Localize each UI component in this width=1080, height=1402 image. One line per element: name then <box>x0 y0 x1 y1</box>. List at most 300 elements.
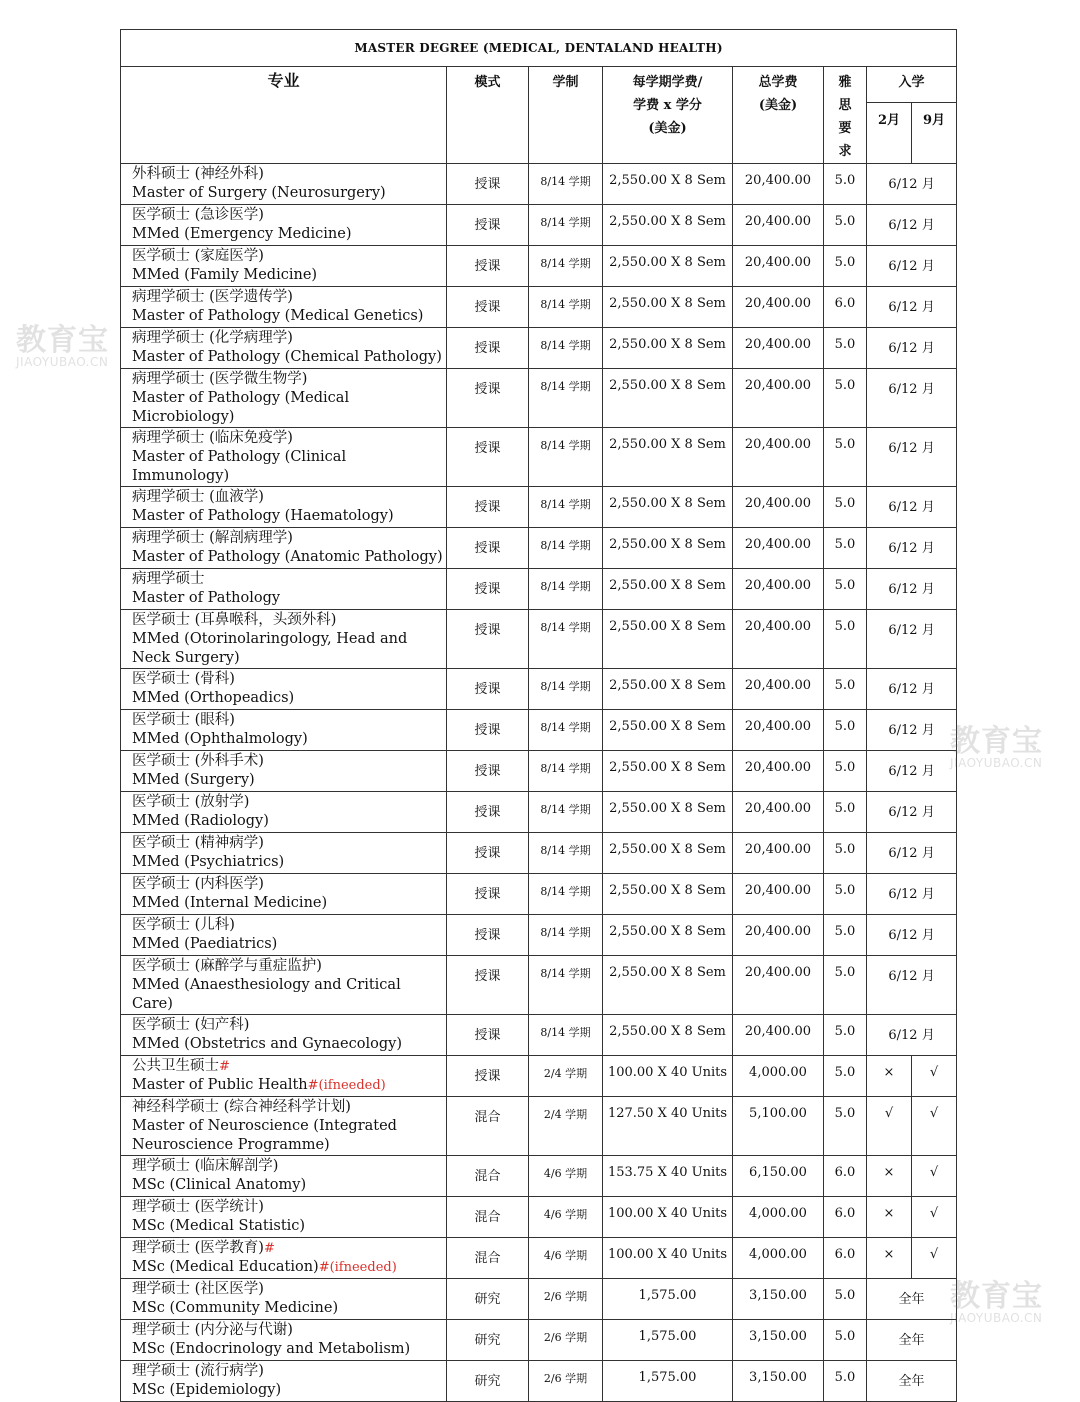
program-name <box>121 792 447 833</box>
mode-cell: 研究 <box>447 1279 529 1320</box>
feb-intake-cell: × <box>867 1238 912 1279</box>
mode-cell: 授课 <box>447 710 529 751</box>
program-name-zh: 医学硕士 (骨科) <box>132 671 235 687</box>
fee-cell: 1,575.00 <box>603 1279 733 1320</box>
mode-cell: 授课 <box>447 915 529 956</box>
program-name-zh: 理学硕士 (社区医学) <box>132 1281 264 1297</box>
table-row <box>121 710 957 751</box>
duration-cell: 2/6 学期 <box>529 1320 603 1361</box>
fee-cell: 2,550.00 X 8 Sem <box>603 610 733 669</box>
program-name-zh: 理学硕士 (流行病学) <box>132 1363 264 1379</box>
fee-cell: 2,550.00 X 8 Sem <box>603 669 733 710</box>
program-name <box>121 528 447 569</box>
duration-cell: 8/14 学期 <box>529 751 603 792</box>
program-name <box>121 569 447 610</box>
program-name-en: MSc (Endocrinology and Metabolism) <box>132 1341 411 1357</box>
mode-cell: 授课 <box>447 751 529 792</box>
table-row <box>121 164 957 205</box>
program-name-en-line <box>132 1340 446 1359</box>
program-name-zh: 病理学硕士 <box>132 571 205 587</box>
fee-cell: 127.50 X 40 Units <box>603 1097 733 1156</box>
header-ielts: 雅思要求 <box>824 67 867 164</box>
intake-cell: 6/12 月 <box>867 569 957 610</box>
ielts-cell: 6.0 <box>824 1197 867 1238</box>
table-title: MASTER DEGREE (MEDICAL, DENTALAND HEALTH) <box>121 30 957 67</box>
watermark-bottom-cn: 教育宝 <box>950 1279 1043 1314</box>
total-cell: 20,400.00 <box>733 205 824 246</box>
program-name-zh: 医学硕士 (放射学) <box>132 794 250 810</box>
feb-intake-cell: × <box>867 1056 912 1097</box>
intake-cell: 6/12 月 <box>867 287 957 328</box>
mode-cell: 授课 <box>447 956 529 1015</box>
program-name-en: MMed (Surgery) <box>132 772 255 788</box>
fee-cell: 2,550.00 X 8 Sem <box>603 528 733 569</box>
table-row <box>121 1279 957 1320</box>
program-name-en: MMed (Anaesthesiology and Critical Care) <box>132 977 401 1012</box>
program-name <box>121 1015 447 1056</box>
program-name-en-line <box>132 1035 446 1054</box>
program-name <box>121 328 447 369</box>
ielts-cell: 5.0 <box>824 915 867 956</box>
program-name-zh: 病理学硕士 (化学病理学) <box>132 330 293 346</box>
ielts-cell: 5.0 <box>824 874 867 915</box>
duration-cell: 2/6 学期 <box>529 1361 603 1402</box>
intake-cell: 6/12 月 <box>867 328 957 369</box>
table-row <box>121 669 957 710</box>
total-cell: 4,000.00 <box>733 1238 824 1279</box>
program-name <box>121 246 447 287</box>
program-name <box>121 487 447 528</box>
total-cell: 5,100.00 <box>733 1097 824 1156</box>
program-name-en-line <box>132 1117 446 1155</box>
table-row <box>121 610 957 669</box>
program-name-en-line <box>132 1076 446 1095</box>
duration-cell: 8/14 学期 <box>529 569 603 610</box>
intake-cell: 6/12 月 <box>867 956 957 1015</box>
sep-intake-cell: √ <box>912 1238 957 1279</box>
program-name-en-line <box>132 184 446 203</box>
program-zh-mark: # <box>219 1059 230 1074</box>
program-name-en: MSc (Medical Statistic) <box>132 1218 306 1234</box>
table-row <box>121 1320 957 1361</box>
fee-cell: 2,550.00 X 8 Sem <box>603 874 733 915</box>
duration-cell: 8/14 学期 <box>529 328 603 369</box>
duration-cell: 8/14 学期 <box>529 710 603 751</box>
ielts-cell: 5.0 <box>824 487 867 528</box>
program-name-en: MMed (Otorinolaringology, Head and Neck Surgery) <box>132 631 408 666</box>
ielts-cell: 5.0 <box>824 428 867 487</box>
fee-cell: 2,550.00 X 8 Sem <box>603 205 733 246</box>
program-name <box>121 1320 447 1361</box>
duration-cell: 8/14 学期 <box>529 792 603 833</box>
fee-cell: 153.75 X 40 Units <box>603 1156 733 1197</box>
table-row <box>121 1197 957 1238</box>
table-row <box>121 246 957 287</box>
header-fee-line2: 学费 x 学分 <box>633 98 702 113</box>
total-cell: 20,400.00 <box>733 528 824 569</box>
intake-cell: 全年 <box>867 1361 957 1402</box>
program-name <box>121 287 447 328</box>
duration-cell: 8/14 学期 <box>529 428 603 487</box>
ielts-cell: 5.0 <box>824 1056 867 1097</box>
program-name-zh: 理学硕士 (临床解剖学) <box>132 1158 279 1174</box>
table-row <box>121 915 957 956</box>
program-name-zh: 医学硕士 (眼科) <box>132 712 235 728</box>
fee-cell: 2,550.00 X 8 Sem <box>603 369 733 428</box>
program-name-zh: 病理学硕士 (临床免疫学) <box>132 430 293 446</box>
program-name-zh: 医学硕士 (儿科) <box>132 917 235 933</box>
ielts-cell: 5.0 <box>824 833 867 874</box>
program-en-mark: #(ifneeded) <box>307 1078 386 1093</box>
duration-cell: 8/14 学期 <box>529 1015 603 1056</box>
watermark-bottom-url: JIAOYUBAO.CN <box>950 1311 1043 1325</box>
fee-cell: 2,550.00 X 8 Sem <box>603 287 733 328</box>
program-name-en-line <box>132 448 446 486</box>
program-name <box>121 164 447 205</box>
duration-cell: 8/14 学期 <box>529 669 603 710</box>
duration-cell: 4/6 学期 <box>529 1156 603 1197</box>
program-name-en: MSc (Clinical Anatomy) <box>132 1177 307 1193</box>
ielts-cell: 5.0 <box>824 246 867 287</box>
total-cell: 6,150.00 <box>733 1156 824 1197</box>
duration-cell: 2/6 学期 <box>529 1279 603 1320</box>
program-name-en: MMed (Psychiatrics) <box>132 854 285 870</box>
fee-cell: 100.00 X 40 Units <box>603 1056 733 1097</box>
fee-cell: 2,550.00 X 8 Sem <box>603 956 733 1015</box>
ielts-cell: 6.0 <box>824 1156 867 1197</box>
program-name-zh: 公共卫生硕士 <box>132 1058 219 1074</box>
table-row <box>121 1015 957 1056</box>
fee-document <box>120 29 956 1402</box>
program-name-en-line <box>132 630 446 668</box>
ielts-cell: 5.0 <box>824 569 867 610</box>
table-row <box>121 833 957 874</box>
header-sep: 9月 <box>912 102 957 163</box>
watermark-left-url: JIAOYUBAO.CN <box>16 355 109 369</box>
program-name-zh: 医学硕士 (麻醉学与重症监护) <box>132 958 322 974</box>
mode-cell: 授课 <box>447 369 529 428</box>
total-cell: 20,400.00 <box>733 164 824 205</box>
intake-cell: 6/12 月 <box>867 164 957 205</box>
total-cell: 20,400.00 <box>733 669 824 710</box>
fee-cell: 2,550.00 X 8 Sem <box>603 751 733 792</box>
fee-cell: 2,550.00 X 8 Sem <box>603 328 733 369</box>
program-name-en-line <box>132 689 446 708</box>
program-name-en: Master of Pathology (Medical Microbiology) <box>132 390 350 425</box>
program-name-en: MSc (Epidemiology) <box>132 1382 282 1398</box>
program-name-zh: 医学硕士 (家庭医学) <box>132 248 264 264</box>
program-name <box>121 915 447 956</box>
program-name <box>121 1156 447 1197</box>
intake-cell: 6/12 月 <box>867 610 957 669</box>
program-name-en-line <box>132 812 446 831</box>
total-cell: 20,400.00 <box>733 369 824 428</box>
feb-intake-cell: × <box>867 1197 912 1238</box>
header-feb: 2月 <box>867 102 912 163</box>
sep-intake-cell: √ <box>912 1197 957 1238</box>
mode-cell: 授课 <box>447 328 529 369</box>
total-cell: 20,400.00 <box>733 287 824 328</box>
program-name <box>121 205 447 246</box>
duration-cell: 8/14 学期 <box>529 287 603 328</box>
mode-cell: 混合 <box>447 1197 529 1238</box>
program-name-en-line <box>132 1258 446 1277</box>
program-name-zh: 理学硕士 (内分泌与代谢) <box>132 1322 293 1338</box>
program-name-en-line <box>132 589 446 608</box>
fee-cell: 2,550.00 X 8 Sem <box>603 833 733 874</box>
program-name <box>121 1361 447 1402</box>
program-name-en: Master of Neuroscience (Integrated Neuroscience Programme) <box>132 1118 397 1153</box>
watermark-right-mid <box>950 724 1043 770</box>
duration-cell: 8/14 学期 <box>529 528 603 569</box>
ielts-cell: 5.0 <box>824 205 867 246</box>
total-cell: 20,400.00 <box>733 710 824 751</box>
ielts-cell: 5.0 <box>824 792 867 833</box>
total-cell: 20,400.00 <box>733 328 824 369</box>
program-name-en-line <box>132 1381 446 1400</box>
mode-cell: 授课 <box>447 528 529 569</box>
program-name-zh: 医学硕士 (急诊医学) <box>132 207 264 223</box>
program-name-en: Master of Pathology <box>132 590 281 606</box>
program-name-zh: 理学硕士 (医学统计) <box>132 1199 264 1215</box>
program-name-en: MMed (Paediatrics) <box>132 936 278 952</box>
watermark-left-cn: 教育宝 <box>16 323 109 358</box>
intake-cell: 全年 <box>867 1279 957 1320</box>
program-name-en: MMed (Orthopeadics) <box>132 690 295 706</box>
total-cell: 20,400.00 <box>733 487 824 528</box>
program-name-en: MMed (Radiology) <box>132 813 269 829</box>
program-en-mark: #(ifneeded) <box>318 1260 397 1275</box>
program-name <box>121 1056 447 1097</box>
duration-cell: 8/14 学期 <box>529 487 603 528</box>
fee-cell: 2,550.00 X 8 Sem <box>603 164 733 205</box>
program-name-en: Master of Public Health <box>132 1077 308 1093</box>
program-name-en-line <box>132 771 446 790</box>
header-total-line2: (美金) <box>758 98 798 113</box>
table-row <box>121 792 957 833</box>
program-name-zh: 病理学硕士 (医学微生物学) <box>132 371 308 387</box>
program-name <box>121 669 447 710</box>
program-name-en: MSc (Medical Education) <box>132 1259 319 1275</box>
ielts-cell: 5.0 <box>824 710 867 751</box>
intake-cell: 6/12 月 <box>867 428 957 487</box>
header-duration: 学制 <box>529 67 603 164</box>
header-total <box>733 67 824 164</box>
program-name <box>121 428 447 487</box>
program-name-zh: 理学硕士 (医学教育) <box>132 1240 264 1256</box>
intake-cell: 6/12 月 <box>867 246 957 287</box>
program-name <box>121 833 447 874</box>
intake-cell: 6/12 月 <box>867 710 957 751</box>
ielts-cell: 5.0 <box>824 751 867 792</box>
header-major: 专业 <box>121 67 447 164</box>
program-name-en-line <box>132 976 446 1014</box>
program-name <box>121 710 447 751</box>
mode-cell: 研究 <box>447 1361 529 1402</box>
duration-cell: 4/6 学期 <box>529 1238 603 1279</box>
fee-cell: 100.00 X 40 Units <box>603 1197 733 1238</box>
fee-cell: 100.00 X 40 Units <box>603 1238 733 1279</box>
total-cell: 20,400.00 <box>733 792 824 833</box>
total-cell: 20,400.00 <box>733 915 824 956</box>
mode-cell: 授课 <box>447 1056 529 1097</box>
ielts-cell: 5.0 <box>824 528 867 569</box>
program-name-en-line <box>132 730 446 749</box>
watermark-left <box>16 323 109 369</box>
sep-intake-cell: √ <box>912 1056 957 1097</box>
mode-cell: 授课 <box>447 669 529 710</box>
total-cell: 4,000.00 <box>733 1056 824 1097</box>
program-name <box>121 1197 447 1238</box>
ielts-cell: 5.0 <box>824 956 867 1015</box>
sep-intake-cell: √ <box>912 1156 957 1197</box>
program-name-en: MMed (Internal Medicine) <box>132 895 328 911</box>
intake-cell: 6/12 月 <box>867 833 957 874</box>
feb-intake-cell: √ <box>867 1097 912 1156</box>
watermark-mid-url: JIAOYUBAO.CN <box>950 756 1043 770</box>
program-name-en: MMed (Ophthalmology) <box>132 731 308 747</box>
total-cell: 20,400.00 <box>733 610 824 669</box>
program-name-en: Master of Surgery (Neurosurgery) <box>132 185 386 201</box>
program-name <box>121 369 447 428</box>
program-name-en-line <box>132 348 446 367</box>
table-row <box>121 1361 957 1402</box>
program-name-en-line <box>132 548 446 567</box>
mode-cell: 授课 <box>447 874 529 915</box>
ielts-cell: 6.0 <box>824 1238 867 1279</box>
mode-cell: 混合 <box>447 1238 529 1279</box>
intake-cell: 全年 <box>867 1320 957 1361</box>
ielts-cell: 5.0 <box>824 610 867 669</box>
mode-cell: 授课 <box>447 569 529 610</box>
duration-cell: 8/14 学期 <box>529 956 603 1015</box>
duration-cell: 8/14 学期 <box>529 915 603 956</box>
total-cell: 3,150.00 <box>733 1320 824 1361</box>
mode-cell: 授课 <box>447 428 529 487</box>
program-name-en: MMed (Emergency Medicine) <box>132 226 352 242</box>
program-zh-mark: # <box>263 1241 275 1256</box>
ielts-cell: 5.0 <box>824 164 867 205</box>
program-name-en-line <box>132 853 446 872</box>
ielts-cell: 5.0 <box>824 369 867 428</box>
table-row <box>121 751 957 792</box>
fee-cell: 2,550.00 X 8 Sem <box>603 487 733 528</box>
duration-cell: 8/14 学期 <box>529 205 603 246</box>
header-total-line1: 总学费 <box>758 75 798 90</box>
table-row <box>121 1238 957 1279</box>
program-name <box>121 1279 447 1320</box>
ielts-cell: 5.0 <box>824 1361 867 1402</box>
program-name-zh: 医学硕士 (妇产科) <box>132 1017 250 1033</box>
program-name <box>121 1238 447 1279</box>
program-name-zh: 病理学硕士 (医学遗传学) <box>132 289 293 305</box>
ielts-cell: 5.0 <box>824 328 867 369</box>
table-row <box>121 428 957 487</box>
program-name-en-line <box>132 1217 446 1236</box>
program-name <box>121 956 447 1015</box>
ielts-cell: 5.0 <box>824 1320 867 1361</box>
program-name-zh: 医学硕士 (精神病学) <box>132 835 264 851</box>
intake-cell: 6/12 月 <box>867 915 957 956</box>
fee-cell: 1,575.00 <box>603 1320 733 1361</box>
duration-cell: 8/14 学期 <box>529 874 603 915</box>
fee-cell: 2,550.00 X 8 Sem <box>603 792 733 833</box>
program-name-en-line <box>132 266 446 285</box>
program-name-zh: 病理学硕士 (血液学) <box>132 489 264 505</box>
mode-cell: 授课 <box>447 610 529 669</box>
fee-table <box>120 29 957 1402</box>
mode-cell: 混合 <box>447 1156 529 1197</box>
mode-cell: 研究 <box>447 1320 529 1361</box>
fee-cell: 2,550.00 X 8 Sem <box>603 1015 733 1056</box>
mode-cell: 授课 <box>447 246 529 287</box>
mode-cell: 混合 <box>447 1097 529 1156</box>
ielts-cell: 5.0 <box>824 669 867 710</box>
watermark-mid-cn: 教育宝 <box>950 724 1043 759</box>
mode-cell: 授课 <box>447 833 529 874</box>
mode-cell: 授课 <box>447 287 529 328</box>
program-name-en-line <box>132 389 446 427</box>
mode-cell: 授课 <box>447 792 529 833</box>
program-name-en: Master of Pathology (Chemical Pathology) <box>132 349 442 365</box>
table-row <box>121 956 957 1015</box>
duration-cell: 8/14 学期 <box>529 246 603 287</box>
program-name <box>121 874 447 915</box>
header-mode: 模式 <box>447 67 529 164</box>
table-row <box>121 287 957 328</box>
feb-intake-cell: × <box>867 1156 912 1197</box>
table-row <box>121 328 957 369</box>
program-name-zh: 医学硕士 (内科医学) <box>132 876 264 892</box>
total-cell: 4,000.00 <box>733 1197 824 1238</box>
fee-cell: 2,550.00 X 8 Sem <box>603 915 733 956</box>
table-row <box>121 369 957 428</box>
total-cell: 20,400.00 <box>733 751 824 792</box>
total-cell: 20,400.00 <box>733 874 824 915</box>
sep-intake-cell: √ <box>912 1097 957 1156</box>
program-name-en-line <box>132 507 446 526</box>
fee-cell: 2,550.00 X 8 Sem <box>603 428 733 487</box>
total-cell: 20,400.00 <box>733 1015 824 1056</box>
table-row <box>121 487 957 528</box>
total-cell: 20,400.00 <box>733 246 824 287</box>
ielts-cell: 5.0 <box>824 1097 867 1156</box>
header-fee-line3: (美金) <box>648 121 687 136</box>
program-name-zh: 病理学硕士 (解剖病理学) <box>132 530 293 546</box>
duration-cell: 8/14 学期 <box>529 833 603 874</box>
intake-cell: 6/12 月 <box>867 487 957 528</box>
mode-cell: 授课 <box>447 205 529 246</box>
program-name-en: Master of Pathology (Clinical Immunology) <box>132 449 347 484</box>
mode-cell: 授课 <box>447 1015 529 1056</box>
program-name-en-line <box>132 894 446 913</box>
table-row <box>121 1056 957 1097</box>
intake-cell: 6/12 月 <box>867 205 957 246</box>
intake-cell: 6/12 月 <box>867 751 957 792</box>
program-name-en: Master of Pathology (Haematology) <box>132 508 394 524</box>
program-name-en: MSc (Community Medicine) <box>132 1300 339 1316</box>
total-cell: 20,400.00 <box>733 956 824 1015</box>
duration-cell: 2/4 学期 <box>529 1056 603 1097</box>
program-name-en-line <box>132 1299 446 1318</box>
fee-cell: 2,550.00 X 8 Sem <box>603 710 733 751</box>
total-cell: 20,400.00 <box>733 833 824 874</box>
intake-cell: 6/12 月 <box>867 369 957 428</box>
duration-cell: 8/14 学期 <box>529 369 603 428</box>
intake-cell: 6/12 月 <box>867 874 957 915</box>
program-name-en: Master of Pathology (Anatomic Pathology) <box>132 549 443 565</box>
total-cell: 20,400.00 <box>733 428 824 487</box>
